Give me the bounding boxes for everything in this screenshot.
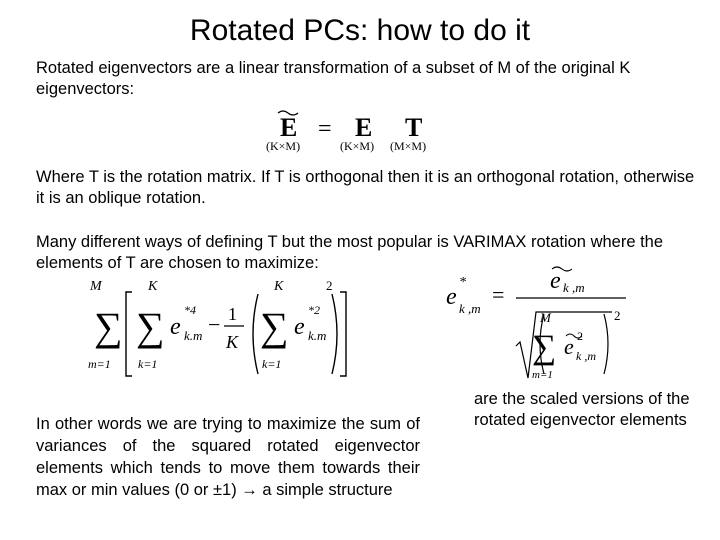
paragraph-rotation-matrix: Where T is the rotation matrix. If T is orthogonal then it is an orthogonal rotation, otherwise it is an oblique rotation. [36, 168, 695, 207]
eq2-term2: e [294, 314, 305, 340]
eq2-one: 1 [228, 304, 237, 324]
eq3-root-index: 2 [614, 308, 621, 323]
eq1-equals: = [318, 116, 332, 142]
eq2-sub1: k.m [184, 328, 203, 343]
eq1-lhs-dim: (K×M) [266, 139, 301, 153]
eq3-num: e [550, 268, 561, 294]
eq1-lhs: E [280, 113, 298, 142]
eq3-den-upper: M [540, 310, 551, 325]
paragraph-intro: Rotated eigenvectors are a linear transformation of a subset of M of the original K eigenvectors: [36, 59, 631, 98]
eq1-e: E [355, 113, 373, 142]
eq1-t: T [405, 113, 423, 142]
eq2-minus: − [208, 312, 221, 337]
eq3-num-sub: k ,m [563, 280, 585, 295]
eq3-lhs-sub: k ,m [459, 301, 481, 316]
eq2-sup1: *4 [184, 303, 196, 317]
equation-rotation [260, 106, 450, 160]
eq2-inner2-lower: k=1 [262, 357, 282, 371]
eq2-inner2-sigma: ∑ [260, 304, 289, 349]
paragraph-interpretation: In other words we are trying to maximize the sum of variances of the squared rotated eigenvector elements which tends to move them towards their max or min values (0 or ±1) → a simple structure [36, 415, 420, 499]
eq2-outer-upper: M [90, 279, 102, 294]
slide-title: Rotated PCs: how to do it [189, 14, 531, 47]
eq2-kden: K [226, 332, 239, 352]
eq3-den-sup: 2 [577, 329, 583, 343]
eq2-inner-upper: K [148, 279, 158, 294]
eq2-square: 2 [326, 278, 333, 293]
eq2-inner-sigma: ∑ [136, 304, 165, 349]
bracket-right [340, 292, 346, 376]
eq2-inner2-upper: K [274, 279, 284, 294]
eq3-den-sub: k ,m [576, 349, 596, 363]
equation-varimax [86, 272, 356, 384]
paren-right [332, 294, 337, 374]
bracket-left [126, 292, 132, 376]
eq2-term1: e [170, 314, 181, 340]
eq2-sub2: k.m [308, 328, 327, 343]
eq3-lhs-sup: * [459, 275, 466, 290]
eq3-equals: = [492, 282, 505, 307]
equation-scaled [444, 262, 634, 384]
eq3-den-sigma: ∑ [532, 329, 557, 366]
eq2-outer-lower: m=1 [88, 357, 111, 371]
paragraph-scaled-versions: are the scaled versions of the rotated eigenvector elements [474, 390, 690, 429]
eq3-lhs: e [446, 284, 457, 310]
eq2-sup2: *2 [308, 303, 320, 317]
paren-right [604, 314, 608, 374]
paragraph-varimax: Many different ways of defining T but the most popular is VARIMAX rotation where the elements of T are chosen to maximize: [36, 233, 664, 272]
paren-left [253, 294, 258, 374]
eq1-e-dim: (K×M) [340, 139, 375, 153]
eq3-den-lower: m=1 [532, 369, 553, 381]
eq1-t-dim: (M×M) [390, 139, 427, 153]
eq2-inner-lower: k=1 [138, 357, 158, 371]
eq2-outer-sigma: ∑ [94, 304, 123, 349]
eq3-den-term: e [564, 334, 574, 359]
